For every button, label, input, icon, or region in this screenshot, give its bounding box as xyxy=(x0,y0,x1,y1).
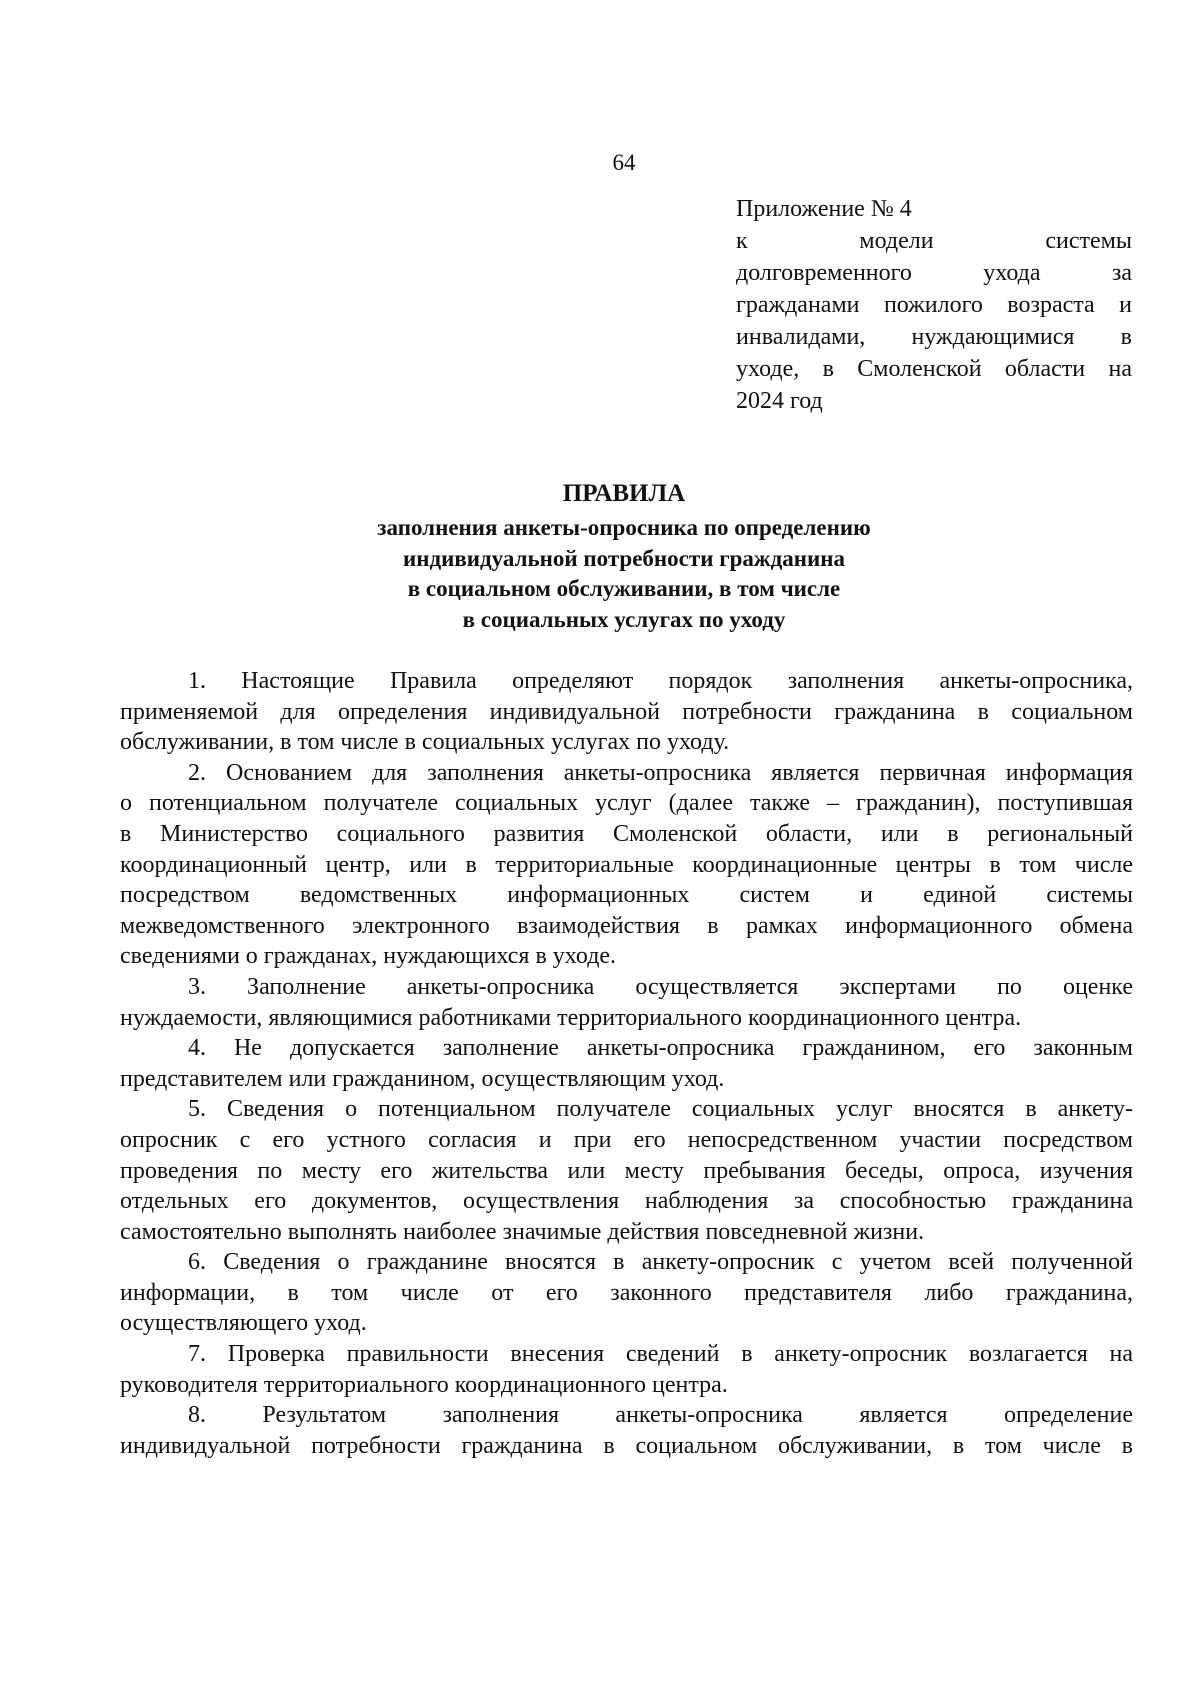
body-text xyxy=(120,666,1133,1461)
paragraph-7-line: 7. Проверка правильности внесения сведений в анкету-опросник возлагается на xyxy=(188,1341,1133,1368)
appendix-line: долговременного ухода за xyxy=(736,260,1132,286)
paragraph-1-line: применяемой для определения индивидуальной потребности гражданина в социальном xyxy=(120,698,1133,725)
paragraph-5-line: 5. Сведения о потенциальном получателе социальных услуг вносятся в анкету- xyxy=(188,1096,1133,1123)
appendix-title: Приложение № 4 xyxy=(736,196,912,222)
appendix-line: инвалидами, нуждающимися в xyxy=(736,324,1132,350)
paragraph-8-line: индивидуальной потребности гражданина в социальном обслуживании, в том числе в xyxy=(120,1432,1133,1459)
paragraph-1-line: 1. Настоящие Правила определяют порядок заполнения анкеты-опросника, xyxy=(188,668,1133,694)
paragraph-3-line: нуждаемости, являющимися работниками территориального координационного центра. xyxy=(120,1004,1022,1031)
paragraph-7-line: руководителя территориального координационного центра. xyxy=(120,1371,728,1398)
heading-subtitle-line: в социальных услугах по уходу xyxy=(462,606,786,632)
paragraph-5-line: отдельных его документов, осуществления наблюдения за способностью гражданина xyxy=(120,1188,1133,1215)
paragraph-2-line: 2. Основанием для заполнения анкеты-опросника является первичная информация xyxy=(188,759,1133,786)
heading-subtitle-line: индивидуальной потребности гражданина xyxy=(402,545,845,571)
document-heading xyxy=(120,477,1128,635)
appendix-line: гражданами пожилого возраста и xyxy=(736,292,1132,318)
appendix-line: к модели системы xyxy=(736,228,1132,254)
paragraph-2-line: сведениями о гражданах, нуждающихся в уходе. xyxy=(120,943,617,970)
paragraph-5-line: опросник с его устного согласия и при его непосредственном участии посредством xyxy=(120,1126,1133,1153)
appendix-line: уходе, в Смоленской области на xyxy=(736,356,1132,382)
paragraph-6-line: 6. Сведения о гражданине вносятся в анкету-опросник с учетом всей полученной xyxy=(188,1249,1133,1276)
paragraph-3-line: 3. Заполнение анкеты-опросника осуществляется экспертами по оценке xyxy=(188,973,1133,1000)
page-number: 64 xyxy=(612,150,636,175)
paragraph-5-line: проведения по месту его жительства или месту пребывания беседы, опроса, изучения xyxy=(120,1157,1133,1184)
paragraph-6-line: осуществляющего уход. xyxy=(120,1310,367,1337)
heading-subtitle-line: в социальном обслуживании, в том числе xyxy=(407,576,841,601)
paragraph-4-line: 4. Не допускается заполнение анкеты-опросника гражданином, его законным xyxy=(188,1035,1133,1062)
paragraph-2-line: координационный центр, или в территориальные координационные центры в том числе xyxy=(120,851,1133,878)
paragraph-2-line: о потенциальном получателе социальных услуг (далее также – гражданин), поступившая xyxy=(120,790,1133,817)
appendix-line: 2024 год xyxy=(736,388,823,414)
heading-subtitle-line: заполнения анкеты-опросника по определению xyxy=(377,515,871,540)
paragraph-5-line: самостоятельно выполнять наиболее значимые действия повседневной жизни. xyxy=(120,1218,925,1245)
paragraph-8-line: 8. Результатом заполнения анкеты-опросника является определение xyxy=(188,1402,1133,1429)
paragraph-6-line: информации, в том числе от его законного представителя либо гражданина, xyxy=(120,1279,1133,1306)
paragraph-2-line: межведомственного электронного взаимодействия в рамках информационного обмена xyxy=(120,912,1133,939)
paragraph-1-line: обслуживании, в том числе в социальных услугах по уходу. xyxy=(120,729,730,756)
appendix-block xyxy=(736,193,1132,417)
heading-title: ПРАВИЛА xyxy=(562,480,686,507)
paragraph-2-line: в Министерство социального развития Смоленской области, или в региональный xyxy=(120,820,1133,847)
paragraph-4-line: представителем или гражданином, осуществляющим уход. xyxy=(120,1065,725,1092)
paragraph-2-line: посредством ведомственных информационных систем и единой системы xyxy=(120,882,1133,909)
